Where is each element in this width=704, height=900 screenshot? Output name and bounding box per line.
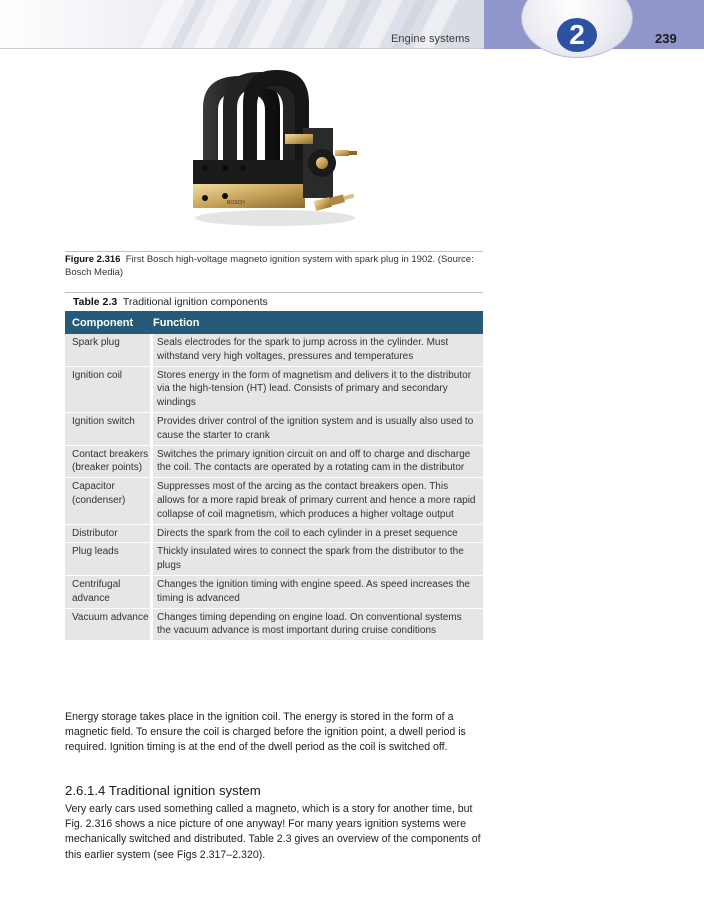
table-label: Table 2.3 [73, 296, 118, 308]
figure-caption-text: First Bosch high-voltage magneto ignition system with spark plug in 1902. (Source: Bosch Media) [65, 254, 474, 278]
table-row [65, 367, 483, 413]
magneto-figure-image [185, 68, 360, 230]
figure-label: Figure 2.316 [65, 254, 121, 265]
cell-component: Plug leads [72, 546, 119, 558]
figure-rule-bottom [65, 292, 483, 293]
cell-function: Provides driver control of the ignition system and is usually also used to cause the starter to crank [157, 415, 474, 441]
cell-function: Changes the ignition timing with engine speed. As speed increases the timing is advanced [157, 578, 470, 604]
header-function: Function [153, 316, 200, 329]
table-row [65, 525, 483, 544]
header-component: Component [72, 316, 134, 329]
cell-component: Distributor [72, 527, 118, 539]
table-caption [73, 296, 268, 308]
table-row [65, 334, 483, 367]
cell-function: Directs the spark from the coil to each cylinder in a preset sequence [157, 527, 458, 539]
body-paragraph-energy-storage: Energy storage takes place in the ignition coil. The energy is stored in the form of a magnetic field. To ensure the coil is charged before the ignition point, a dwell period is required. Ignition timing is at the end of the dwell period as the coil is switched off. [65, 711, 466, 754]
cell-function: Suppresses most of the arcing as the contact breakers open. This allows for a more rapid break of primary current and hence a more rapid collapse of coil magnetism, which produces a higher voltage output [157, 481, 476, 520]
table-row [65, 446, 483, 479]
cell-component: Centrifugal advance [72, 578, 121, 604]
components-table [65, 311, 483, 641]
cell-component: Spark plug [72, 337, 120, 348]
header-rule [0, 48, 484, 49]
chapter-number-badge: 2 [557, 18, 597, 52]
cell-function: Seals electrodes for the spark to jump across in the cylinder. Must withstand very high voltages, pressures and temperatures [157, 337, 449, 362]
cell-component: Vacuum advance [72, 611, 149, 623]
figure-rule-top [65, 251, 483, 252]
section-title: Engine systems [390, 33, 470, 45]
table-row [65, 576, 483, 609]
table-row [65, 478, 483, 524]
figure-caption [65, 254, 483, 279]
cell-component: Contact breakers (breaker points) [72, 448, 149, 474]
page-number: 239 [655, 31, 677, 46]
table-header-row [65, 311, 483, 334]
cell-component: Capacitor (condenser) [72, 481, 126, 506]
bosch-logo-text: BOSCH [227, 200, 245, 206]
table-row [65, 413, 483, 446]
header-band [0, 0, 484, 49]
cell-function: Switches the primary ignition circuit on and off to charge and discharge the coil. The contacts are operated by a rotating cam in the distributor [157, 448, 471, 474]
cell-component: Ignition switch [72, 415, 135, 427]
cell-function: Thickly insulated wires to connect the spark from the distributor to the plugs [157, 546, 464, 572]
section-heading: 2.6.1.4 Traditional ignition system [65, 783, 261, 798]
body-paragraph-magneto: Very early cars used something called a magneto, which is a story for another time, but Fig. 2.316 shows a nice picture of one anyway! For many years ignition systems were mechanically switched and distributed. Table 2.3 gives an overview of the components of this earlier system (see Figs 2.317–2.320). [65, 803, 481, 861]
table-title: Traditional ignition components [122, 296, 268, 308]
cell-function: Changes timing depending on engine load. On conventional systems the vacuum advance is most important during cruise conditions [157, 611, 462, 637]
cell-component: Ignition coil [72, 369, 123, 381]
cell-function: Stores energy in the form of magnetism and delivers it to the distributor via the high-tension (HT) lead. Consists of primary and secondary windings [157, 369, 472, 409]
table-row [65, 609, 483, 642]
table-row [65, 543, 483, 576]
